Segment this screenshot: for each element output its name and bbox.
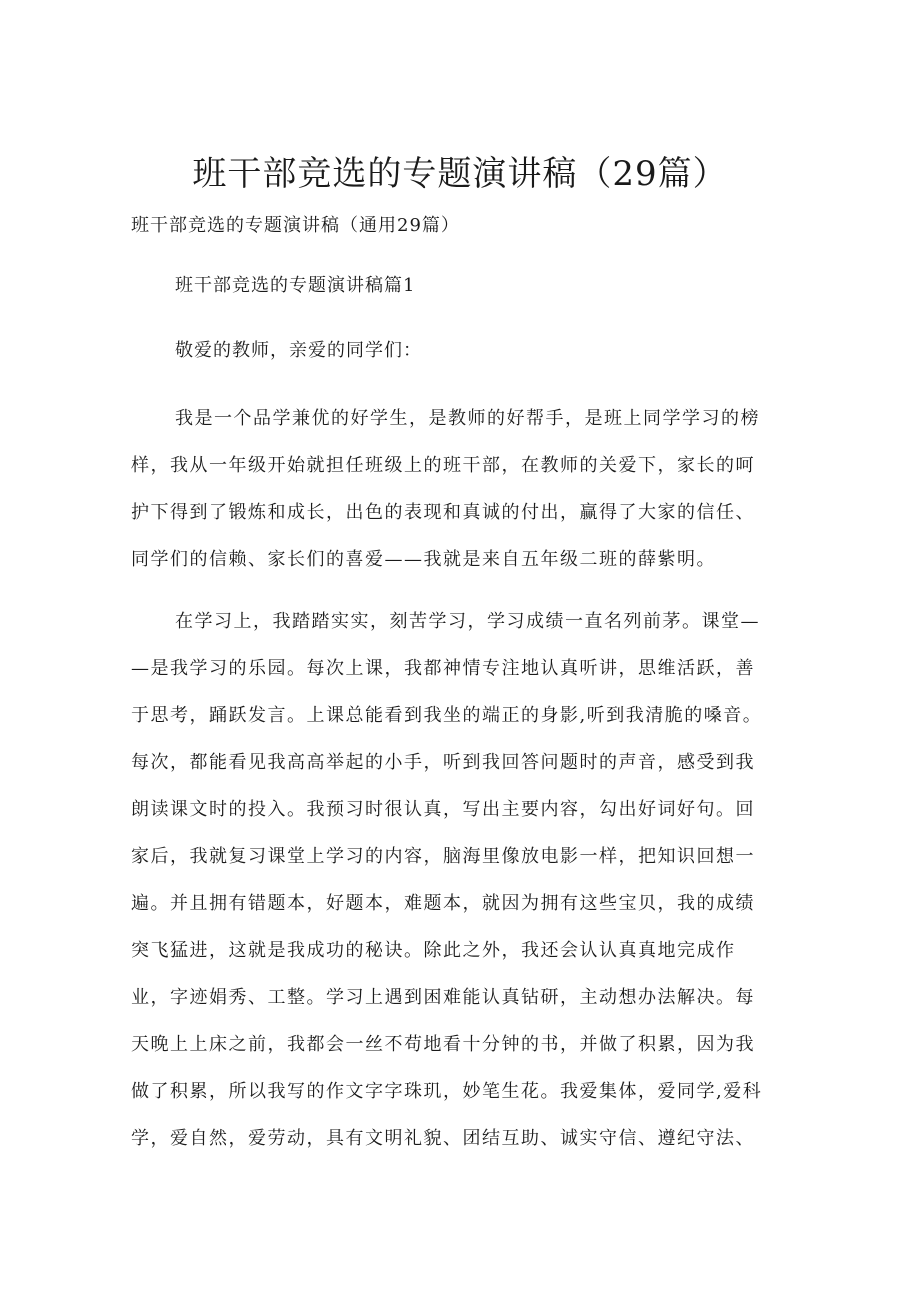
paragraph-line: 业，字迹娟秀、工整。学习上遇到困难能认真钻研，主动想办法解决。每: [131, 987, 755, 1008]
paragraph-line: 同学们的信赖、家长们的喜爱——我就是来自五年级二班的薛紫明。: [131, 549, 716, 570]
paragraph-study: [131, 598, 791, 1162]
paragraph-line: 朗读课文时的投入。我预习时很认真，写出主要内容，勾出好词好句。回: [131, 799, 755, 820]
paragraph-line: 做了积累，所以我写的作文字字珠玑，妙笔生花。我爱集体，爱同学,爱科: [131, 1081, 763, 1102]
paragraph-line: 学，爱自然，爱劳动，具有文明礼貌、团结互助、诚实守信、遵纪守法、: [131, 1128, 755, 1149]
paragraph-line: 护下得到了锻炼和成长，出色的表现和真诚的付出，赢得了大家的信任、: [131, 502, 755, 523]
paragraph-line: 每次，都能看见我高高举起的小手，听到我回答问题时的声音，感受到我: [131, 752, 755, 773]
greeting-line: 敬爱的教师，亲爱的同学们：: [175, 340, 422, 361]
paragraph-line: 样，我从一年级开始就担任班级上的班干部，在教师的关爱下，家长的呵: [131, 455, 755, 476]
paragraph-intro: [131, 395, 791, 583]
section-heading: 班干部竞选的专题演讲稿篇1: [175, 275, 416, 296]
document-title: 班干部竞选的专题演讲稿（29篇）: [192, 154, 728, 194]
paragraph-line: 我是一个品学兼优的好学生，是教师的好帮手，是班上同学学习的榜: [175, 408, 760, 429]
paragraph-line: 在学习上，我踏踏实实，刻苦学习，学习成绩一直名列前茅。课堂—: [175, 611, 760, 632]
paragraph-line: 突飞猛进，这就是我成功的秘诀。除此之外，我还会认认真真地完成作: [131, 940, 736, 961]
paragraph-line: —是我学习的乐园。每次上课，我都神情专注地认真听讲，思维活跃，善: [131, 658, 755, 679]
paragraph-line: 于思考，踊跃发言。上课总能看到我坐的端正的身影,听到我清脆的嗓音。: [131, 705, 763, 726]
paragraph-line: 遍。并且拥有错题本，好题本，难题本，就因为拥有这些宝贝，我的成绩: [131, 893, 755, 914]
paragraph-line: 天晚上上床之前，我都会一丝不苟地看十分钟的书，并做了积累，因为我: [131, 1034, 755, 1055]
paragraph-line: 家后，我就复习课堂上学习的内容，脑海里像放电影一样，把知识回想一: [131, 846, 755, 867]
document-subtitle: 班干部竞选的专题演讲稿（通用29篇）: [131, 215, 460, 236]
